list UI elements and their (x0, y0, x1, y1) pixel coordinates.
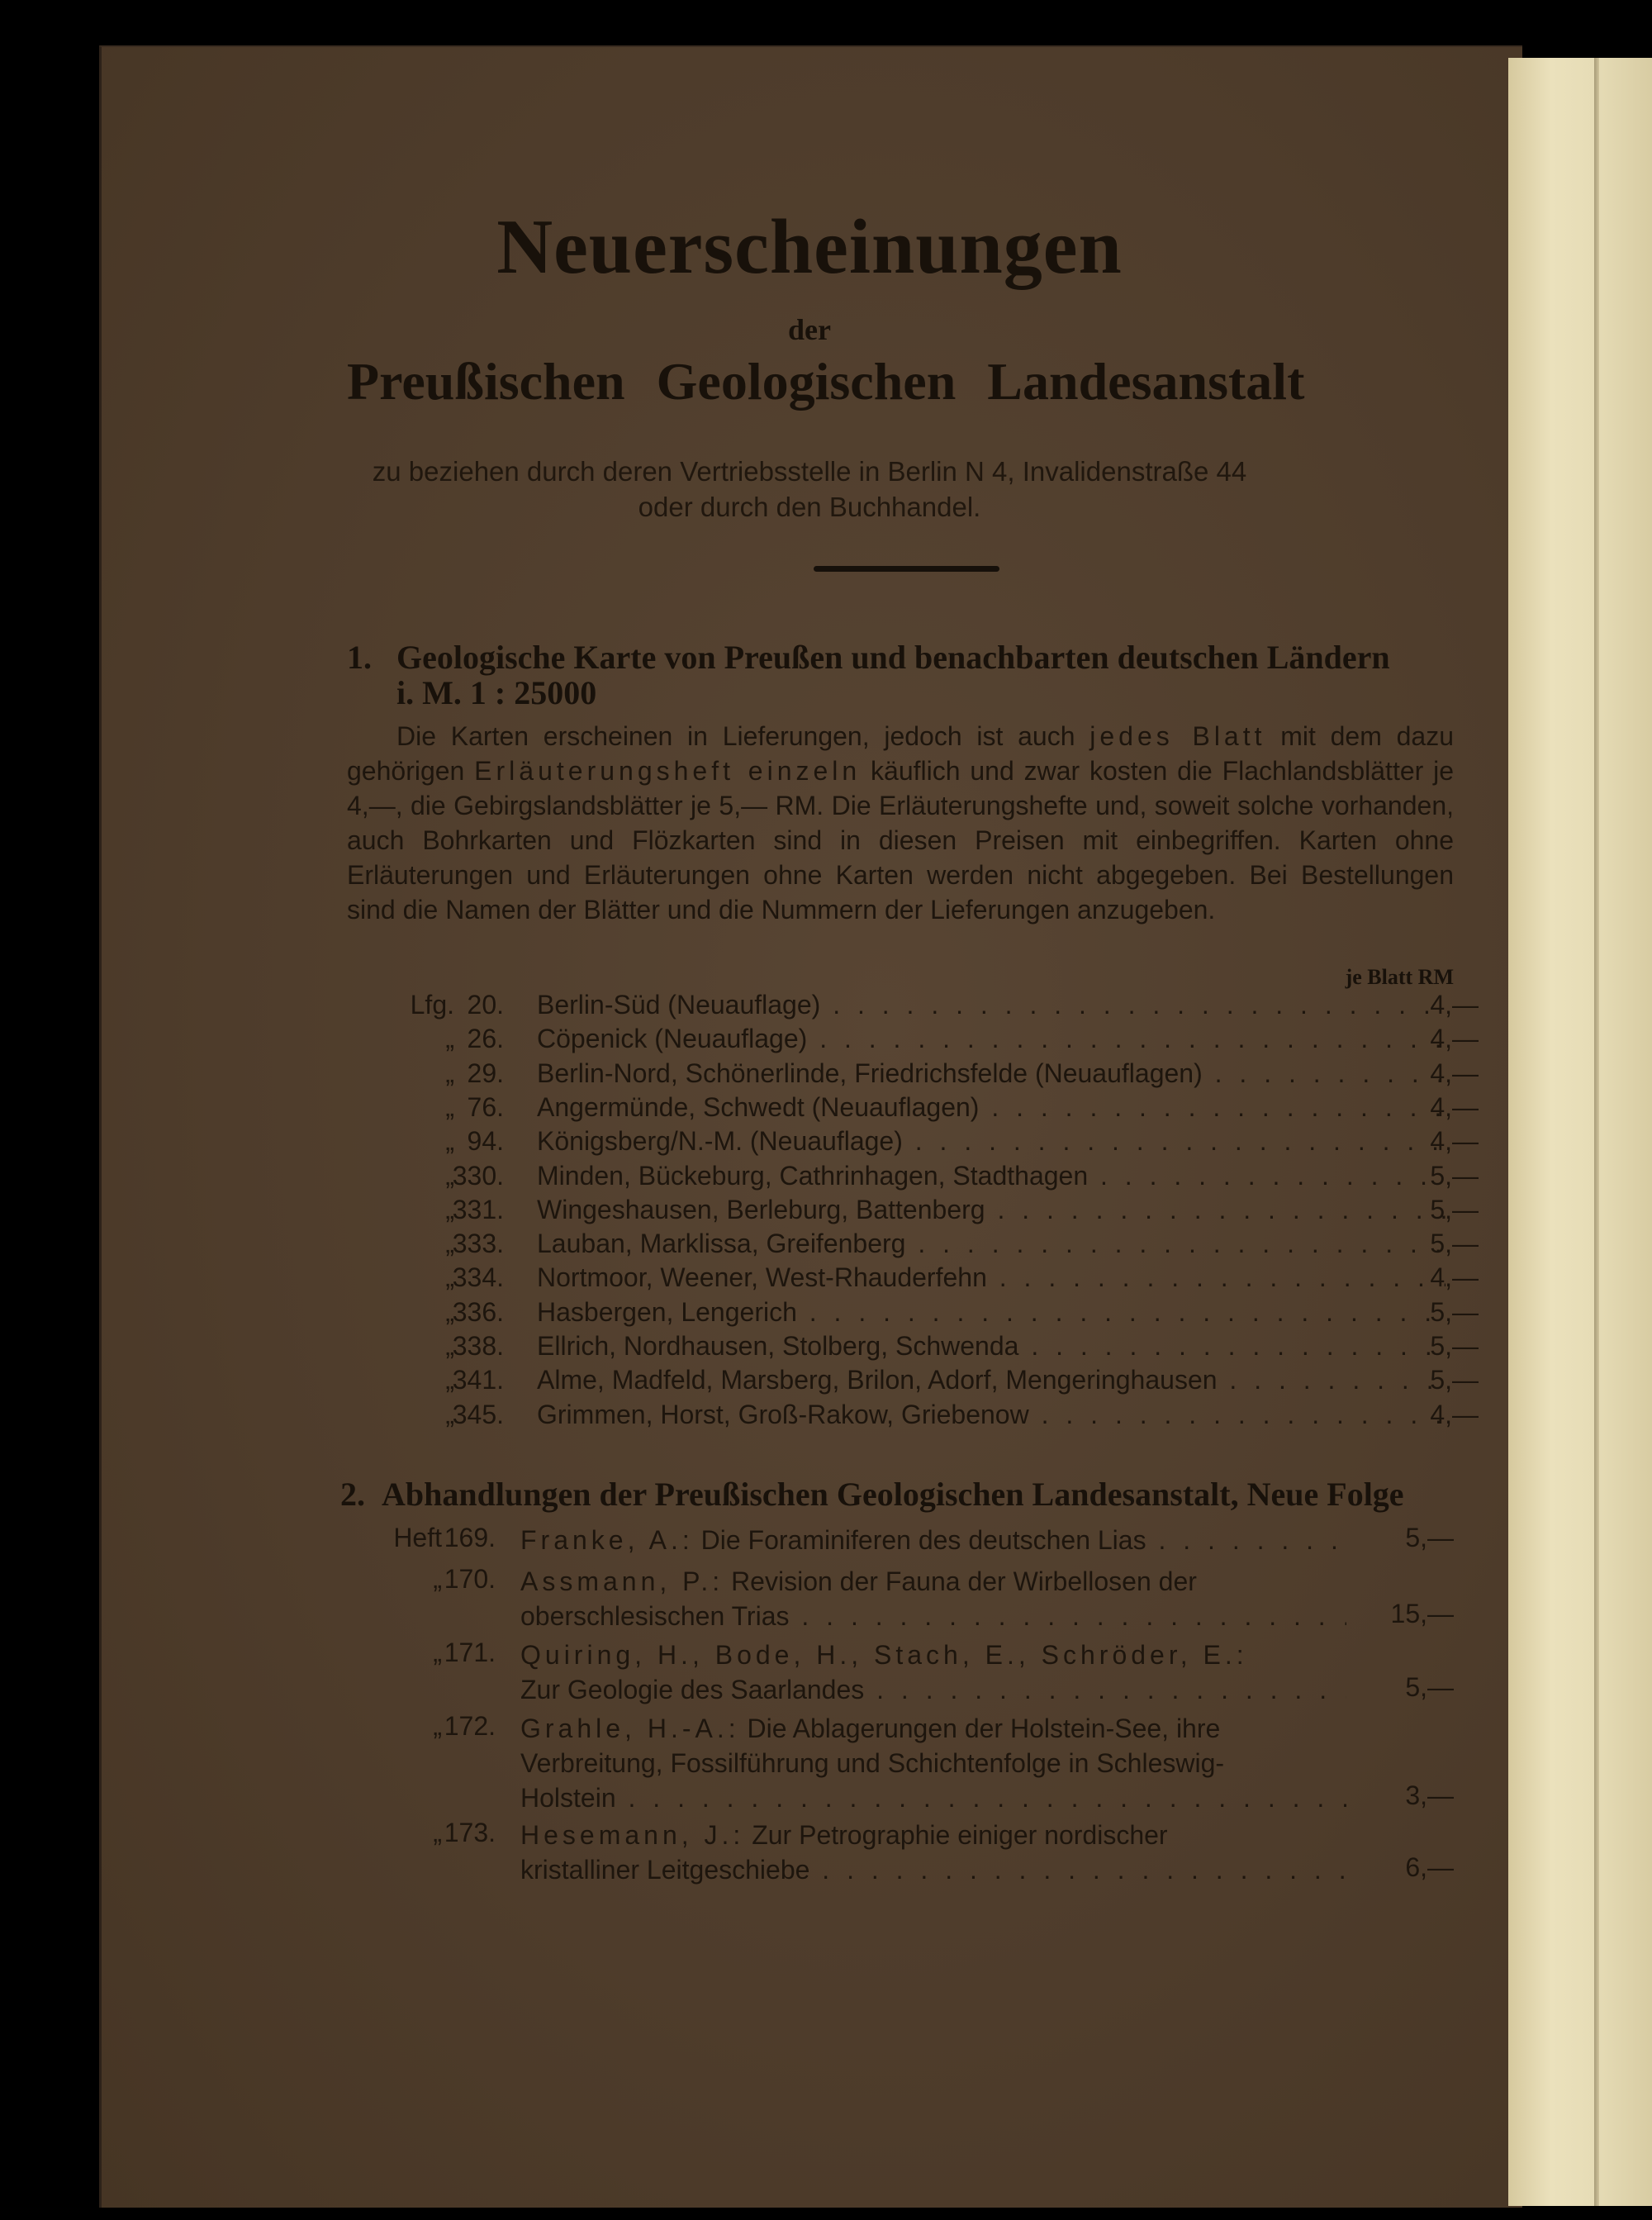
entry-line (520, 1599, 1346, 1633)
heft-row (343, 1638, 1483, 1704)
entry-line (520, 1711, 1346, 1746)
entry-line (520, 1852, 1346, 1887)
row-price: 5,— (1430, 1296, 1479, 1327)
lieferung-row (347, 1195, 1487, 1229)
row-label: „ (445, 1058, 454, 1088)
row-label: „ (433, 1711, 442, 1741)
row-entry (520, 1818, 1346, 1887)
row-title: Lauban, Marklissa, Greifenberg . . . (537, 1229, 1446, 1259)
author-name: Assmann, P.: (520, 1566, 724, 1596)
divider-rule (814, 566, 999, 572)
row-number: 76. (467, 1091, 504, 1122)
entry-line (520, 1564, 1346, 1599)
row-title: Wingeshausen, Berleburg, Battenberg . . . (537, 1195, 1446, 1225)
section-1-number: 1. (347, 639, 372, 676)
work-title-line: Revision der Fauna der Wirbellosen der (731, 1566, 1197, 1596)
section-1-description (347, 719, 1454, 927)
row-title: Cöpenick (Neuauflage) . . . (537, 1024, 1446, 1054)
desc-emphasis-heft: Erläuterungsheft einzeln (474, 756, 862, 786)
author-name: Grahle, H.-A.: (520, 1714, 740, 1743)
title-connector: der (788, 313, 831, 346)
row-price: 5,— (1430, 1194, 1479, 1224)
row-title: Berlin-Nord, Schönerlinde, Friedrichsfelde (Neuauflagen) . . . (537, 1058, 1446, 1089)
row-number: 173. (444, 1818, 496, 1847)
row-price: 4,— (1430, 1091, 1479, 1122)
work-title-line: Zur Petrographie einiger nordischer (752, 1820, 1168, 1850)
author-name: Hesemann, J.: (520, 1820, 745, 1850)
heft-row (343, 1818, 1483, 1885)
row-title: Berlin-Süd (Neuauflage) . . . (537, 990, 1446, 1020)
work-title-line: Verbreitung, Fossilführung und Schichtenfolge in Schleswig- (520, 1748, 1225, 1778)
row-number: 334. (452, 1262, 504, 1293)
row-number: 333. (452, 1229, 504, 1259)
row-price: 4,— (1430, 1058, 1479, 1088)
row-label: „ (445, 1126, 454, 1157)
heft-row (343, 1564, 1483, 1631)
row-number: 29. (467, 1058, 504, 1088)
row-label: „ (445, 1229, 454, 1259)
row-price: 4,— (1430, 990, 1479, 1020)
price-column-header: je Blatt RM (1345, 965, 1454, 989)
row-label: „ (445, 1296, 454, 1327)
entry-line (520, 1818, 1346, 1852)
page-title: Neuerscheinungen (496, 204, 1123, 290)
row-price: 5,— (1405, 1523, 1454, 1552)
row-price: 6,— (1405, 1852, 1454, 1882)
row-label: „ (445, 1024, 454, 1054)
entry-line (520, 1746, 1346, 1780)
row-label: „ (445, 1262, 454, 1293)
section-2-number: 2. (340, 1476, 365, 1513)
institution-name: Preußischen Geologischen Landesanstalt (347, 352, 1305, 411)
row-entry (520, 1711, 1346, 1815)
entry-line (520, 1780, 1346, 1815)
lieferung-row (347, 1262, 1487, 1297)
entry-line (520, 1672, 1346, 1707)
row-entry (520, 1638, 1346, 1707)
row-label: „ (445, 1331, 454, 1361)
row-entry (520, 1564, 1346, 1633)
lieferung-row (347, 1092, 1487, 1127)
row-price: 4,— (1430, 1399, 1479, 1429)
row-number: 94. (467, 1126, 504, 1157)
work-title-line: oberschlesischen Trias (520, 1601, 790, 1631)
row-title: Nortmoor, Weener, West-Rhauderfehn . . . (537, 1262, 1446, 1293)
row-number: 330. (452, 1160, 504, 1191)
work-title-line: kristalliner Leitgeschiebe (520, 1855, 810, 1885)
row-title: Grimmen, Horst, Groß-Rakow, Griebenow . . . (537, 1400, 1446, 1430)
row-label: „ (445, 1091, 454, 1122)
row-label: Heft (393, 1523, 442, 1552)
row-title: Ellrich, Nordhausen, Stolberg, Schwenda . . . (537, 1331, 1446, 1362)
row-number: 171. (444, 1638, 496, 1667)
row-number: 338. (452, 1331, 504, 1361)
desc-part-a: Die Karten erscheinen in Lieferungen, jedoch ist auch (396, 721, 1075, 751)
row-number: 345. (452, 1399, 504, 1429)
lieferung-row (347, 1297, 1487, 1332)
row-label: „ (433, 1564, 442, 1594)
row-number: 331. (452, 1194, 504, 1224)
row-number: 172. (444, 1711, 496, 1741)
author-name: Quiring, H., Bode, H., Stach, E., Schröder, E.: (520, 1640, 1248, 1670)
work-title-line: Zur Geologie des Saarlandes (520, 1675, 865, 1704)
row-label: „ (433, 1818, 442, 1847)
subtitle-line-1: zu beziehen durch deren Vertriebsstelle in Berlin N 4, Invalidenstraße 44 (372, 456, 1247, 487)
row-title: Alme, Madfeld, Marsberg, Brilon, Adorf, Mengeringhausen . . . (537, 1365, 1446, 1395)
row-price: 5,— (1430, 1365, 1479, 1395)
row-label: „ (445, 1160, 454, 1191)
row-price: 4,— (1430, 1024, 1479, 1054)
heft-row (343, 1523, 1483, 1557)
subtitle-line-2: oder durch den Buchhandel. (638, 492, 981, 522)
row-title: Königsberg/N.-M. (Neuauflage) . . . (537, 1126, 1446, 1157)
row-title: Angermünde, Schwedt (Neuauflagen) . . . (537, 1092, 1446, 1123)
row-label: „ (445, 1399, 454, 1429)
lieferung-row (347, 1161, 1487, 1196)
section-2-title: Abhandlungen der Preußischen Geologischen Landesanstalt, Neue Folge (382, 1476, 1404, 1513)
author-name: Franke, A.: (520, 1525, 694, 1555)
row-entry (520, 1523, 1346, 1557)
work-title-line: Die Ablagerungen der Holstein-See, ihre (747, 1714, 1221, 1743)
lieferung-row (347, 1229, 1487, 1263)
page-edges (1508, 58, 1652, 2206)
lieferung-row (347, 990, 1487, 1024)
row-number: 336. (452, 1296, 504, 1327)
row-number: 26. (467, 1024, 504, 1054)
row-price: 5,— (1430, 1160, 1479, 1191)
row-label: Lfg. (410, 990, 454, 1020)
section-1-title: Geologische Karte von Preußen und benachbarten deutschen Ländern (396, 639, 1390, 676)
row-number: 20. (467, 990, 504, 1020)
section-1-scale: i. M. 1 : 25000 (396, 674, 597, 711)
entry-line (520, 1638, 1346, 1672)
heft-row (343, 1711, 1483, 1813)
desc-part-e: käuflich und zwar kosten die Flachlandsblätter je 4,—, die Gebirgslandsblätter je 5,— RM. Die Erläuterungshefte und, soweit solche vorhanden, auch Bohrkarten und Flözkarten sind in diesen Preisen mit einbegriffen. Karten ohne Erläuterungen und Erläuterungen ohne Karten werden nicht abgegeben. Bei Bestellungen sind die Namen der Blätter und die Nummern der Lieferungen anzugeben. (347, 756, 1455, 925)
row-label: „ (433, 1638, 442, 1667)
entry-line (520, 1523, 1346, 1557)
row-price: 5,— (1430, 1331, 1479, 1361)
row-title: Minden, Bückeburg, Cathrinhagen, Stadthagen . . . (537, 1161, 1446, 1191)
row-label: „ (445, 1194, 454, 1224)
row-price: 5,— (1405, 1672, 1454, 1702)
row-number: 170. (444, 1564, 496, 1594)
row-label: „ (445, 1365, 454, 1395)
row-price: 4,— (1430, 1262, 1479, 1293)
row-title: Hasbergen, Lengerich . . . (537, 1297, 1446, 1328)
row-price: 4,— (1430, 1126, 1479, 1157)
lieferung-row (347, 1400, 1487, 1434)
row-number: 341. (452, 1365, 504, 1395)
work-title-line: Die Foraminiferen des deutschen Lias (700, 1525, 1146, 1555)
desc-part-c: mit dem dazu gehörigen (347, 721, 1454, 786)
row-price: 5,— (1430, 1229, 1479, 1259)
work-title-line: Holstein (520, 1783, 616, 1813)
lieferung-row (347, 1058, 1487, 1093)
lieferung-row (347, 1126, 1487, 1161)
lieferung-row (347, 1365, 1487, 1400)
lieferung-row (347, 1331, 1487, 1366)
row-number: 169. (444, 1523, 496, 1552)
lieferung-row (347, 1024, 1487, 1058)
row-price: 3,— (1405, 1780, 1454, 1810)
row-price: 15,— (1390, 1599, 1454, 1628)
desc-emphasis-blatt: jedes Blatt (1089, 721, 1266, 751)
